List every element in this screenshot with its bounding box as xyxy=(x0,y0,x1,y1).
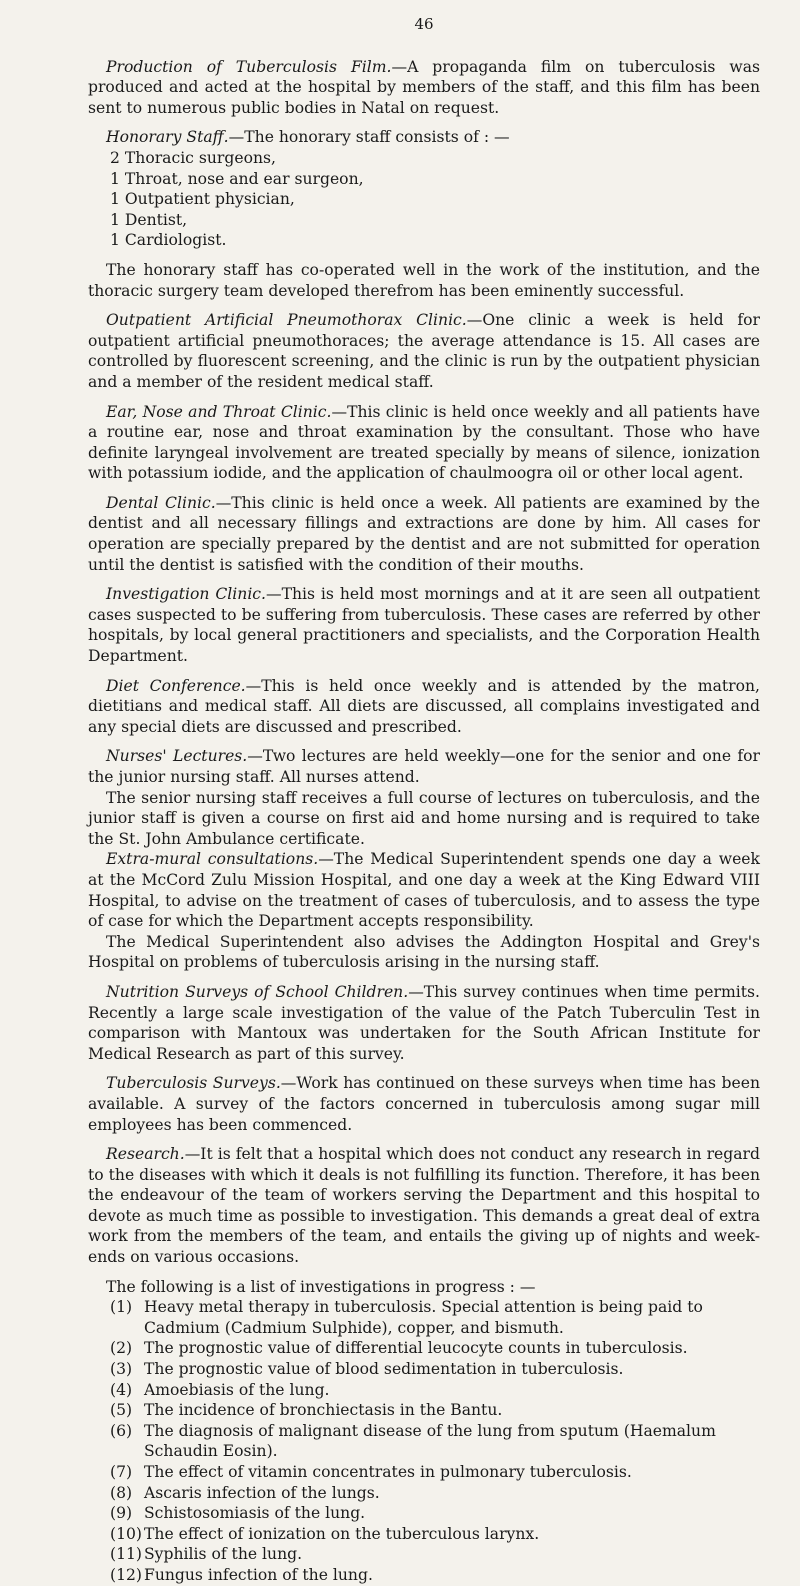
item-number: (10) xyxy=(110,1524,143,1543)
heading-investigation-clinic: Investigation Clinic. xyxy=(106,585,266,604)
item-number: (6) xyxy=(110,1421,133,1440)
paragraph-nurses-lectures xyxy=(88,746,760,787)
item-number: (3) xyxy=(110,1360,133,1379)
item-text: The incidence of bronchiectasis in the Bantu. xyxy=(144,1401,503,1420)
list-item xyxy=(110,1338,760,1359)
list-item xyxy=(110,1359,760,1380)
heading-pneumothorax-clinic: Outpatient Artificial Pneumothorax Clinic. xyxy=(106,311,467,330)
body-investigation-clinic: —This is held most mornings and at it are seen all outpatient cases suspected to be suffering from tuberculosis. These cases are referred by other hospitals, by local general practitioners and specialists, and the Corporation Health Department. xyxy=(88,585,761,666)
item-text: Fungus infection of the lung. xyxy=(144,1565,373,1584)
paragraph-research xyxy=(88,1144,760,1268)
list-item xyxy=(110,1400,760,1421)
paragraph-tuberculosis-film xyxy=(88,57,760,119)
paragraph-investigation-clinic xyxy=(88,584,760,666)
page-number: 46 xyxy=(414,15,434,33)
paragraph-extramural-note: The Medical Superintendent also advises the Addington Hospital and Grey's Hospital on problems of tuberculosis arising in the nursing staff. xyxy=(88,932,760,972)
paragraph-nutrition-surveys xyxy=(88,982,760,1064)
list-item xyxy=(110,1421,760,1462)
item-text: The prognostic value of blood sedimentation in tuberculosis. xyxy=(144,1360,624,1379)
body-tuberculosis-surveys: —Work has continued on these surveys when time has been available. A survey of the factors concerned in tuberculosis among sugar mill employees has been commenced. xyxy=(88,1074,760,1134)
item-text: Syphilis of the lung. xyxy=(144,1545,303,1564)
item-text: The prognostic value of differential leucocyte counts in tuberculosis. xyxy=(144,1339,688,1358)
item-text: Schistosomiasis of the lung. xyxy=(144,1504,366,1523)
item-number: (2) xyxy=(110,1339,133,1358)
body-nutrition-surveys: —This survey continues when time permits. Recently a large scale investigation of the value of the Patch Tuberculin Test in comparison with Mantoux was undertaken for the South African Institute for Medical Research as part of this survey. xyxy=(88,982,760,1063)
paragraph-diet-conference xyxy=(88,676,760,738)
list-item: 1 Cardiologist. xyxy=(110,231,227,250)
paragraph-honorary-staff xyxy=(88,127,760,148)
item-text: The diagnosis of malignant disease of the lung from sputum (Haemalum Schaudin Eosin). xyxy=(144,1421,716,1461)
list-item: 1 Dentist, xyxy=(110,210,188,229)
item-number: (9) xyxy=(110,1504,133,1523)
item-text: Heavy metal therapy in tuberculosis. Special attention is being paid to Cadmium (Cadmium Sulphide), copper, and bismuth. xyxy=(144,1298,703,1337)
item-number: (11) xyxy=(110,1545,143,1564)
body-ent-clinic: —This clinic is held once weekly and all patients have a routine ear, nose and throat examination by the consultant. Those who have definite laryngeal involvement are treated specially by means of silence, ionization with potassium iodide, and the application of chaulmoogra oil or other local agent. xyxy=(88,402,760,483)
heading-honorary-staff: Honorary Staff. xyxy=(106,128,229,147)
body-pneumothorax-clinic: —One clinic a week is held for outpatient artificial pneumothoraces; the average attendance is 15. All cases are controlled by fluorescent screening, and the clinic is run by the outpatient physician and a member of the resident medical staff. xyxy=(88,311,761,391)
body-honorary-staff: —The honorary staff consists of : — xyxy=(228,128,510,147)
item-number: (12) xyxy=(110,1565,143,1584)
list-item xyxy=(110,1524,760,1545)
investigations-list xyxy=(88,1297,760,1585)
paragraph-tuberculosis-surveys xyxy=(88,1073,760,1135)
body-nurses-lectures: —Two lectures are held weekly—one for the senior and one for the junior nursing staff. All nurses attend. xyxy=(88,747,761,786)
heading-dental-clinic: Dental Clinic. xyxy=(106,493,216,512)
item-text: The effect of vitamin concentrates in pulmonary tuberculosis. xyxy=(144,1463,632,1481)
list-item xyxy=(110,1565,760,1586)
heading-diet-conference: Diet Conference. xyxy=(106,676,246,695)
item-text: Ascaris infection of the lungs. xyxy=(144,1483,380,1502)
list-item: 1 Throat, nose and ear surgeon, xyxy=(110,169,364,188)
list-item: 1 Outpatient physician, xyxy=(110,190,295,209)
heading-nutrition-surveys: Nutrition Surveys of School Children. xyxy=(106,982,409,1001)
item-number: (5) xyxy=(110,1401,133,1420)
item-number: (8) xyxy=(110,1483,133,1502)
paragraph-ent-clinic xyxy=(88,402,760,484)
item-number: (4) xyxy=(110,1380,133,1399)
item-text: Amoebiasis of the lung. xyxy=(144,1380,330,1399)
heading-nurses-lectures: Nurses' Lectures. xyxy=(106,747,248,766)
body-tuberculosis-film: —A propaganda film on tuberculosis was produced and acted at the hospital by members of the staff, and this film has been sent to numerous public bodies in Natal on request. xyxy=(88,57,760,117)
list-item: 2 Thoracic surgeons, xyxy=(110,148,276,167)
list-item xyxy=(110,1544,760,1565)
list-item xyxy=(110,1483,760,1504)
heading-extramural: Extra-mural consultations. xyxy=(106,850,319,869)
paragraph-pneumothorax-clinic xyxy=(88,310,760,392)
list-item xyxy=(110,1503,760,1524)
investigations-intro: The following is a list of investigations in progress : — xyxy=(106,1277,536,1296)
body-research: —It is felt that a hospital which does not conduct any research in regard to the diseases with which it deals is not fulfilling its function. Therefore, it has been the endeavour of the team of workers serving the Department and this hospital to devote as much time as possible to investigation. This demands a great deal of extra work from the members of the team, and entails the giving up of nights and week-ends on various occasions. xyxy=(88,1145,760,1267)
paragraph-nurses-note: The senior nursing staff receives a full course of lectures on tuberculosis, and the junior staff is given a course on first aid and home nursing and is required to take the St. John Ambulance certificate. xyxy=(88,788,760,848)
list-item xyxy=(110,1297,760,1338)
paragraph-extramural xyxy=(88,849,760,931)
heading-tuberculosis-surveys: Tuberculosis Surveys. xyxy=(106,1074,281,1093)
list-item xyxy=(110,1380,760,1401)
paragraph-dental-clinic xyxy=(88,493,760,575)
paragraph-honorary-note: The honorary staff has co-operated well in the work of the institution, and the thoracic surgery team developed therefrom has been eminently successful. xyxy=(88,260,760,300)
heading-ent-clinic: Ear, Nose and Throat Clinic. xyxy=(106,402,332,421)
item-text: The effect of ionization on the tuberculous larynx. xyxy=(144,1524,540,1543)
honorary-staff-list xyxy=(88,148,760,251)
item-number: (7) xyxy=(110,1463,133,1481)
heading-research: Research. xyxy=(106,1145,185,1164)
body-dental-clinic: —This clinic is held once a week. All patients are examined by the dentist and all necessary fillings and extractions are done by him. All cases for operation are specially prepared by the dentist and are not submitted for operation until the dentist is satisfied with the condition of their mouths. xyxy=(88,493,760,574)
heading-tuberculosis-film: Production of Tuberculosis Film. xyxy=(106,57,392,76)
list-item xyxy=(110,1462,760,1483)
body-extramural: —The Medical Superintendent spends one day a week at the McCord Zulu Mission Hospital, and one day a week at the King Edward VIII Hospital, to advise on the treatment of cases of tuberculosis, and to assess the type of case for which the Department accepts responsibility. xyxy=(88,850,760,931)
body-diet-conference: —This is held once weekly and is attended by the matron, dietitians and medical staff. All diets are discussed, all complains investigated and any special diets are discussed and prescribed. xyxy=(88,676,760,736)
item-number: (1) xyxy=(110,1298,133,1317)
